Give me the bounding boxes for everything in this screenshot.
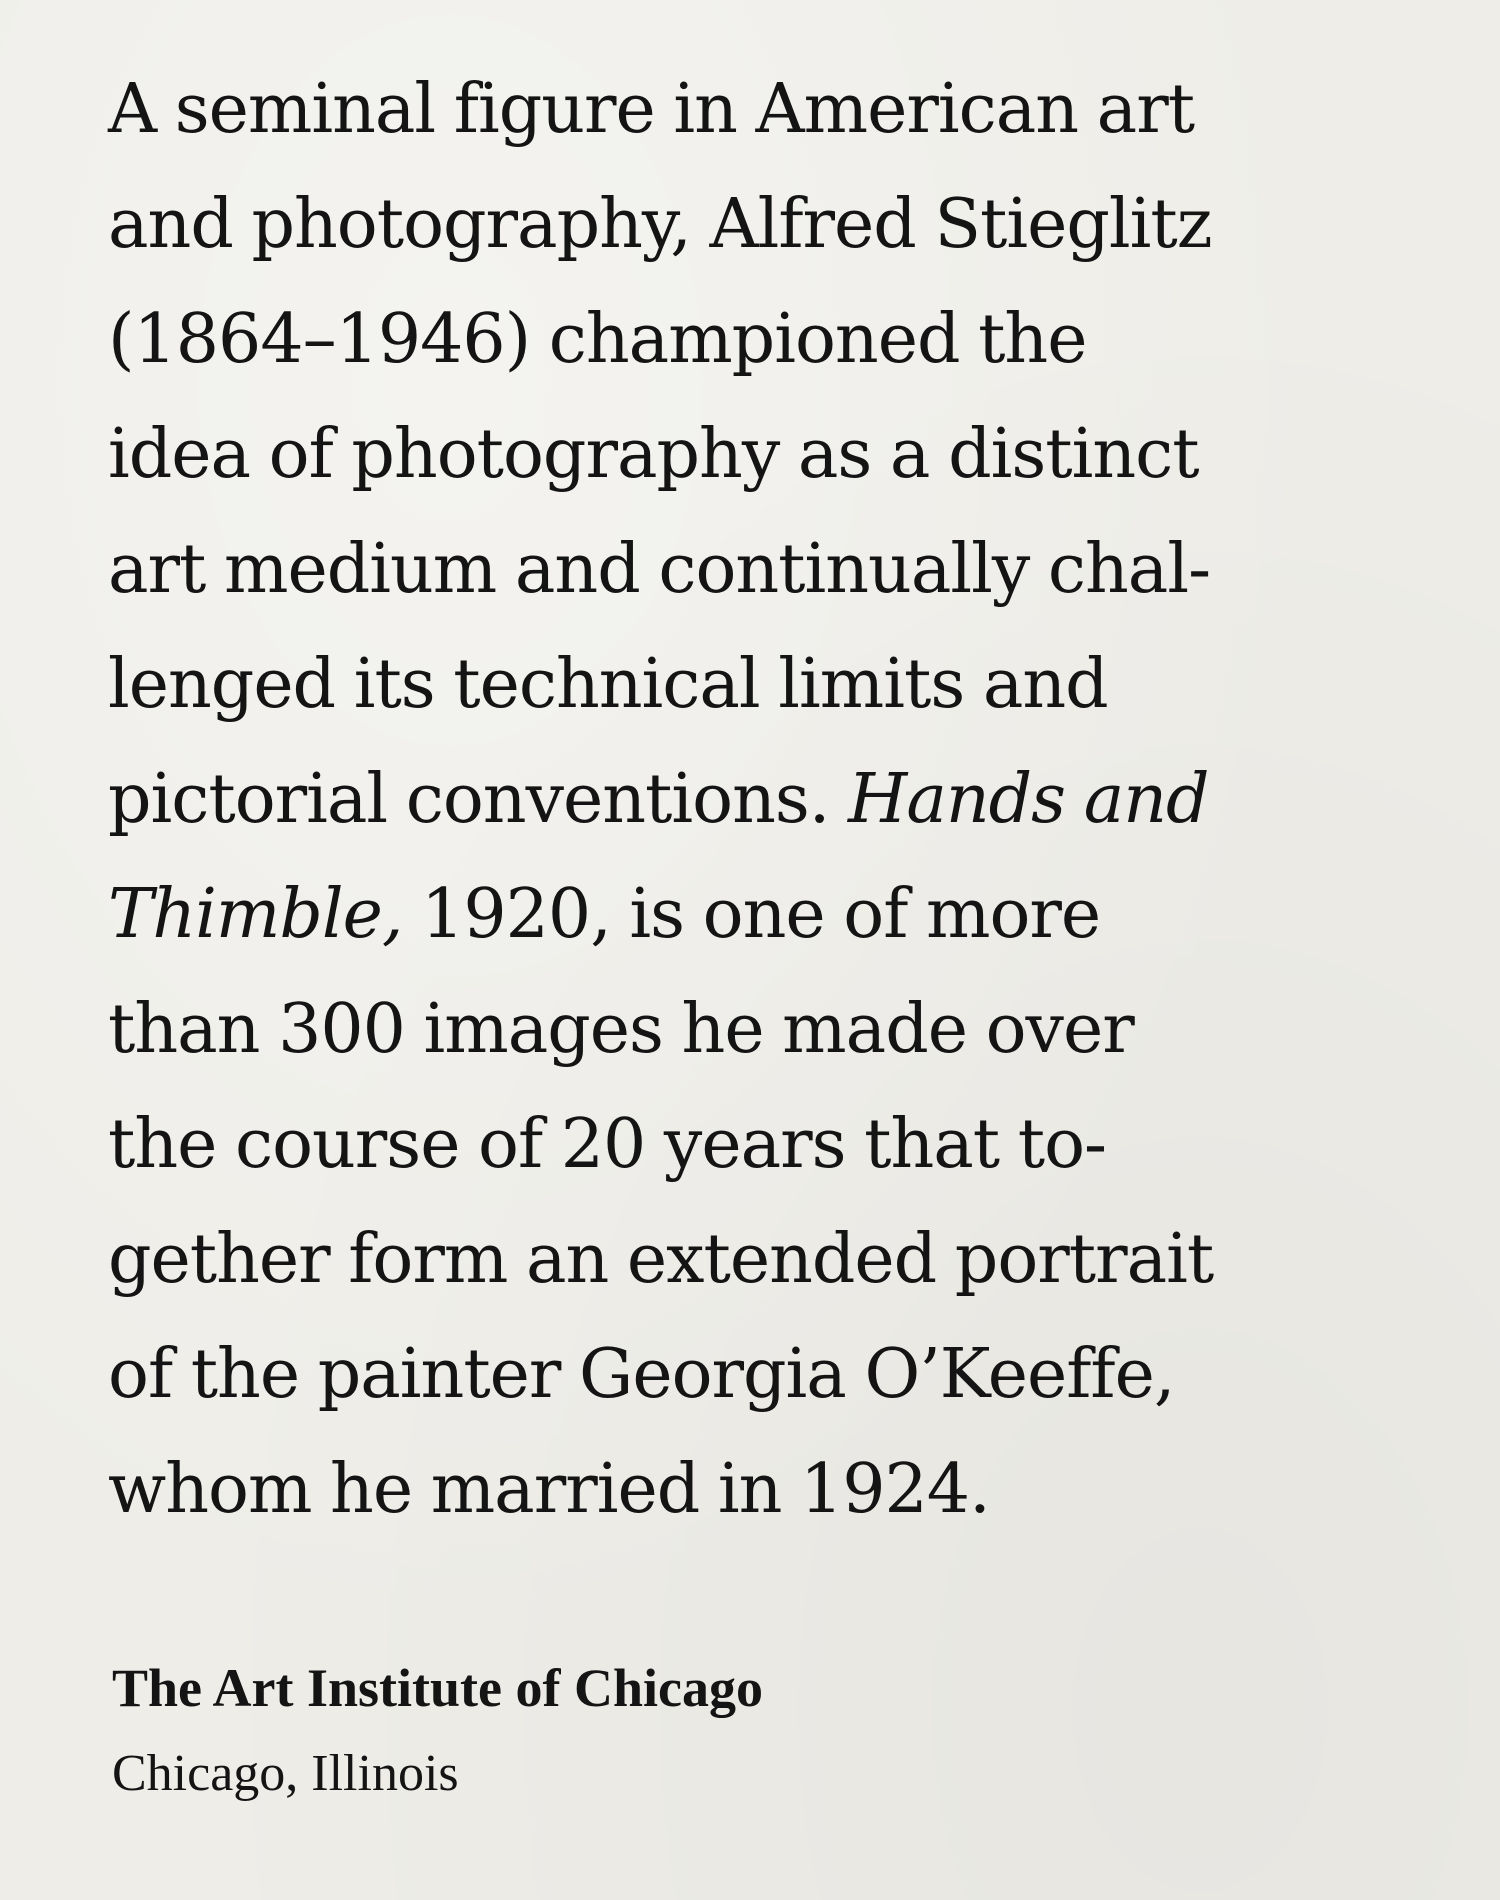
caption-paragraph [108, 52, 1408, 1547]
caption-line: of the painter Georgia O’Keeffe, [108, 1335, 1175, 1414]
caption-line: and photography, Alfred Stieglitz [108, 185, 1212, 264]
caption-text: pictorial conventions. [108, 760, 830, 839]
caption-line: idea of photography as a distinct [108, 415, 1199, 494]
caption-line [108, 742, 1408, 857]
caption-line [108, 857, 1408, 972]
caption-line: (1864–1946) championed the [108, 300, 1087, 379]
artwork-title-part: Thimble, [108, 875, 403, 954]
caption-line: gether form an extended portrait [108, 1220, 1214, 1299]
caption-line: A seminal figure in American art [108, 70, 1195, 149]
caption-line: than 300 images he made over [108, 990, 1134, 1069]
caption-line: lenged its technical limits and [108, 645, 1108, 724]
institution-name: The Art Institute of Chicago [112, 1658, 763, 1718]
institution-location: Chicago, Illinois [112, 1745, 459, 1802]
caption-line: whom he married in 1924. [108, 1450, 990, 1529]
caption-text: 1920, is one of more [421, 875, 1101, 954]
artwork-title-part: Hands and [848, 760, 1209, 839]
caption-line: the course of 20 years that to- [108, 1105, 1106, 1184]
caption-line: art medium and continually chal- [108, 530, 1211, 609]
